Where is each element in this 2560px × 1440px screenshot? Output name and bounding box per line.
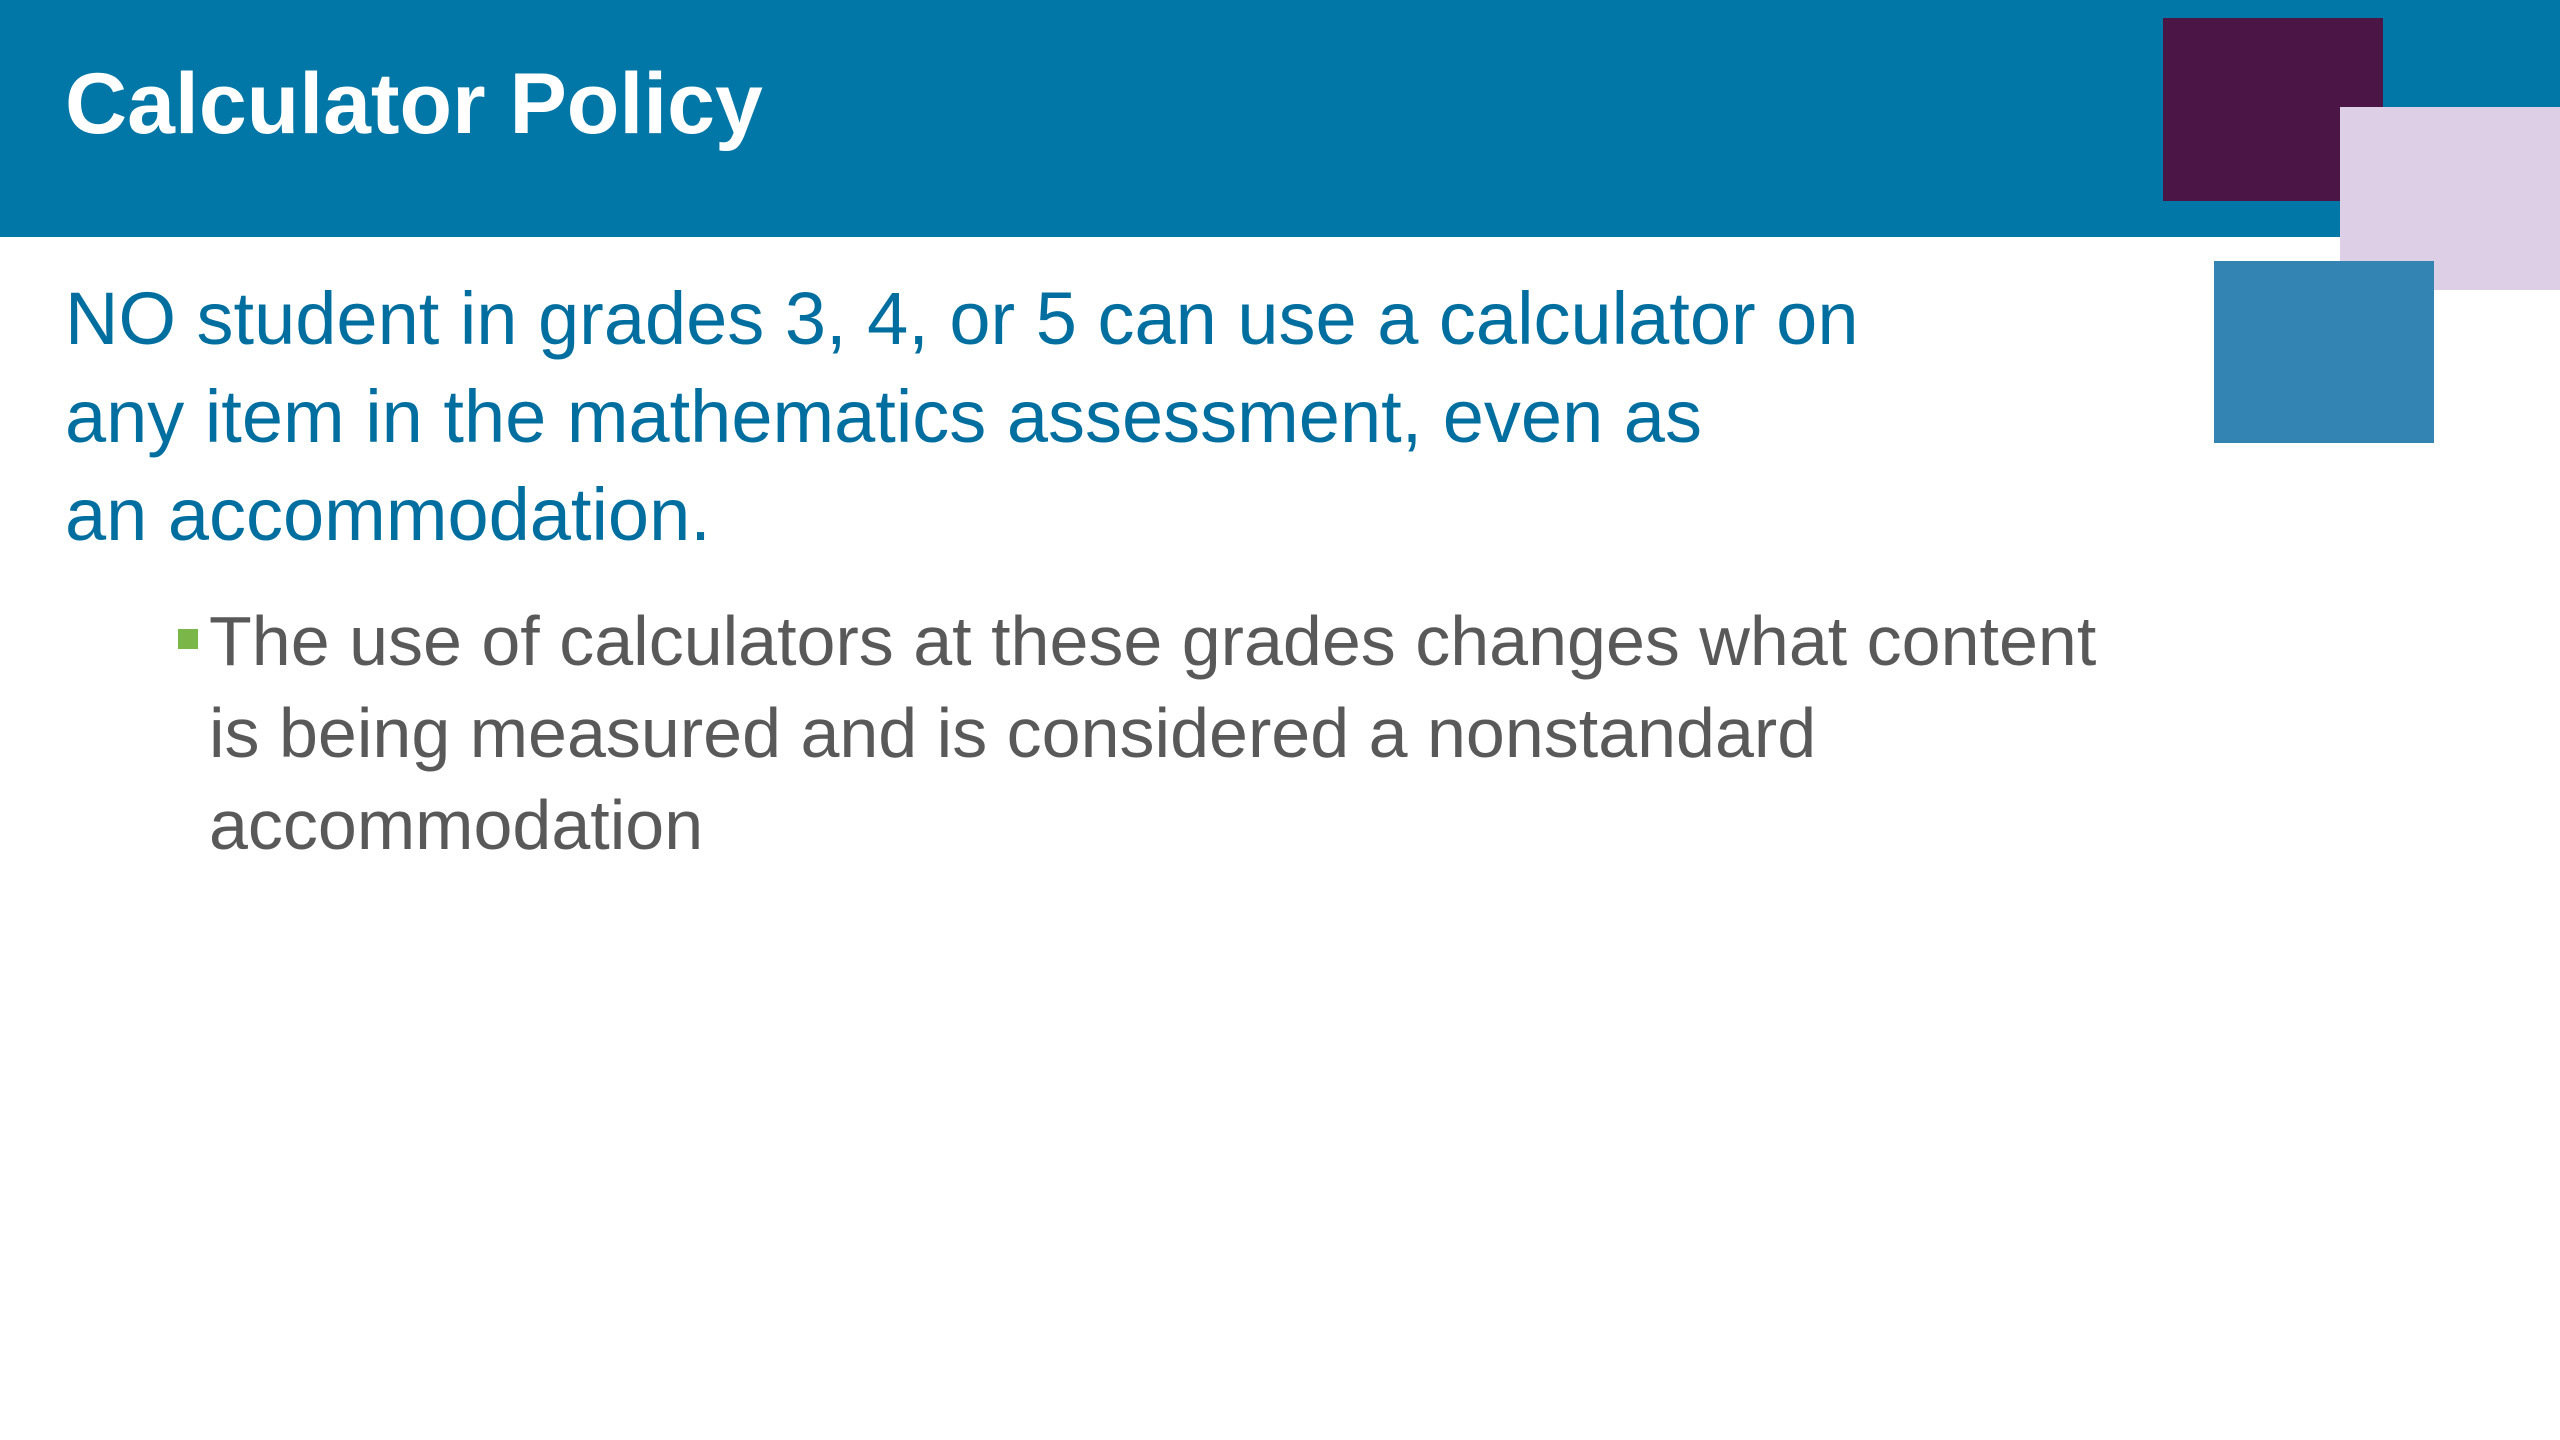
square-bullet-icon	[178, 629, 198, 649]
bullet-item	[175, 595, 2375, 871]
slide-title: Calculator Policy	[65, 56, 763, 152]
bullet-list	[175, 595, 2375, 871]
decorative-square-blue	[2214, 261, 2434, 443]
bullet-text: The use of calculators at these grades changes what content is being measured and is considered a nonstandard accommodation	[209, 602, 2097, 864]
main-statement: NO student in grades 3, 4, or 5 can use a calculator on any item in the mathematics assessment, even as an accommodation.	[65, 277, 1859, 556]
